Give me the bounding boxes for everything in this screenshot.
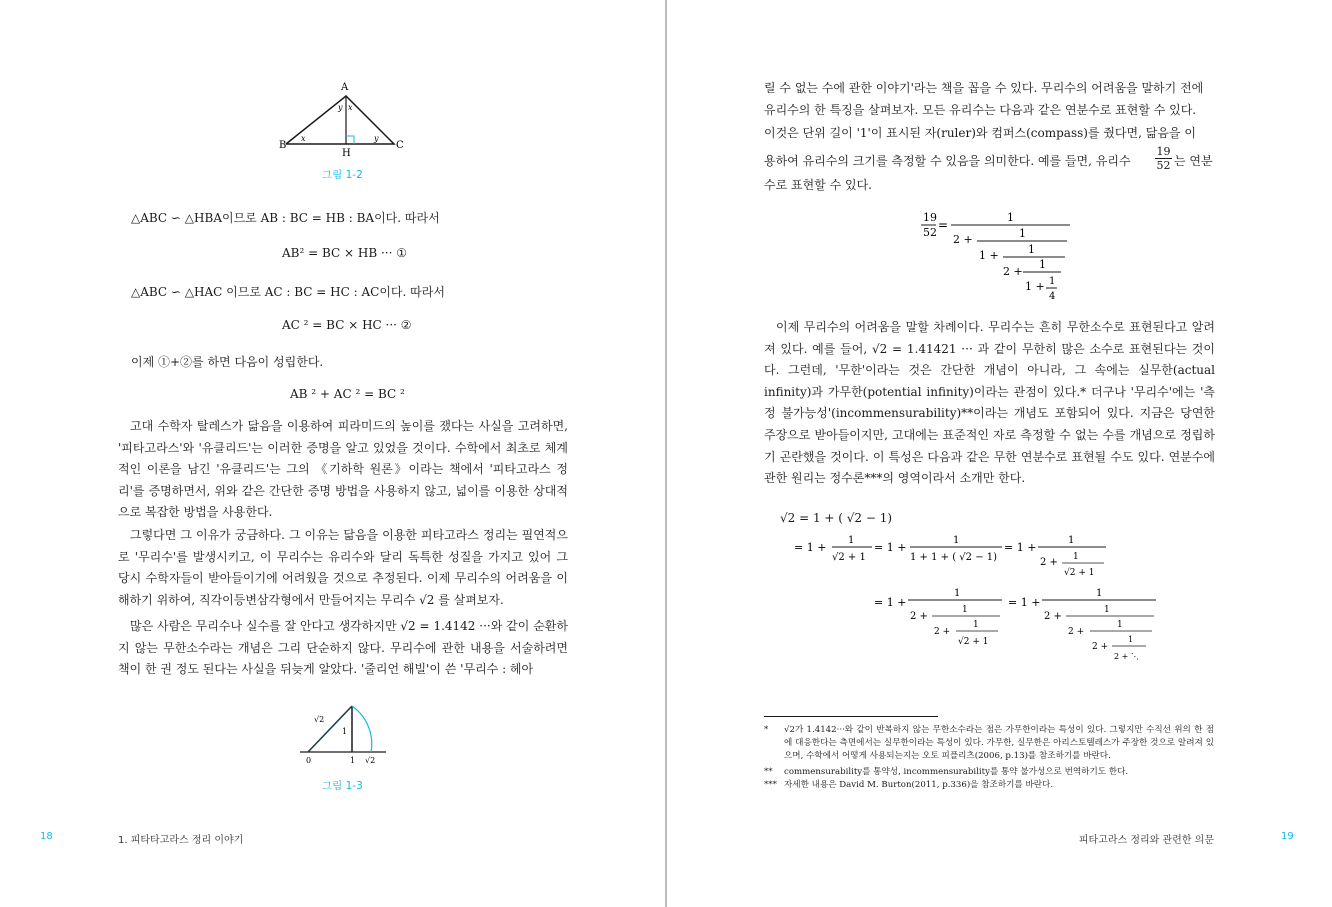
cf1-num-2: 1 (1019, 227, 1026, 240)
figure-1-2-caption: 그림 1-2 (322, 169, 363, 181)
hypotenuse-sqrt2-label: √2 (314, 715, 325, 724)
equation-2: AC ² = BC × HC ··· ② (282, 318, 412, 332)
left-page-number: 18 (40, 831, 53, 842)
origin-zero-label: 0 (306, 756, 312, 765)
right-line-1: 릴 수 없는 수에 관한 이야기'라는 책을 꼽을 수 있다. 무리수의 어려움을 말하기 전에 (764, 81, 1204, 95)
angle-c-y-label: y (374, 134, 379, 143)
cf1-one-plus-1: 1 + (979, 249, 999, 262)
cf2-n5d: 1 (1128, 635, 1134, 644)
cf1-two-plus-2: 2 + (1003, 265, 1023, 278)
cf2-n4b: 1 (962, 605, 968, 615)
cf2-two-plus-e: 2 + (1068, 627, 1085, 637)
vertex-a-label: A (341, 82, 349, 93)
cf1-num-1: 1 (1007, 211, 1014, 224)
cf2-two-plus-b: 2 + (910, 611, 928, 622)
cf1-lhs-num: 19 (923, 211, 937, 224)
cf1-one-plus-2: 1 + (1025, 280, 1045, 293)
cf2-n3: 1 (1068, 535, 1075, 546)
axis-one-label: 1 (350, 756, 356, 765)
cf1-num-5: 1 (1049, 276, 1056, 287)
right-running-head: 피타고라스 정리와 관련한 의문 (1078, 835, 1214, 846)
angle-y-label: y (338, 103, 343, 112)
cf2-d3: √2 + 1 (1064, 568, 1095, 578)
cf2-eq-2: = 1 + (874, 541, 907, 554)
cf1-num-3: 1 (1028, 243, 1035, 256)
cf2-d2: 1 + 1 + ( √2 − 1) (910, 552, 998, 563)
cf2-eq-5: = 1 + (1008, 596, 1041, 609)
angle-b-x-label: x (301, 134, 306, 143)
similarity-line-1: △ABC ∽ △HBA이므로 AB : BC = HB : BA이다. 따라서 (131, 211, 440, 225)
sqrt2-figure (296, 702, 390, 770)
cf2-two-plus-f: 2 + (1092, 642, 1109, 652)
cf2-dots: 2 + ⋱ (1114, 652, 1139, 661)
footnote-3-mark: *** (764, 780, 777, 790)
combine-line: 이제 ①+②를 하면 다음이 성립한다. (131, 355, 324, 369)
footnote-1-text: √2가 1.4142···와 같이 반복하지 않는 무한소수라는 점은 가무한이라는 특성이 있다. 그렇지만 수직선 위의 한 점에 대응한다는 측면에서는 실무한이라는 특성이 있다. 가무한, 실무한은 아리스토텔레스가 주장한 것으로 알려져 있으며, 수학에서 어떻게 사용되는지는 오토 피플리츠(2006, p.13)를 참조하기를 바란다. (784, 725, 1214, 761)
left-paragraph-3: 많은 사람은 무리수나 실수를 잘 안다고 생각하지만 √2 = 1.4142 ···와 같이 순환하지 않는 무한소수라는 개념은 그리 단순하지 않다. 무리수에 관한 내용을 서술하려면 책이 한 권 정도 된다는 사실을 뒤늦게 알았다. '줄리언 해빌'이 쓴 '무리수 : 헤아 (118, 619, 568, 677)
footnote-2-text: commensurability를 통약성, incommensurability를 통약 불가성으로 번역하기도 한다. (784, 767, 1129, 777)
cf2-eq-1: = 1 + (794, 541, 827, 554)
height-one-label: 1 (342, 727, 348, 736)
cf1-num-4: 1 (1039, 258, 1046, 271)
cf2-n1: 1 (848, 535, 855, 546)
vertex-c-label: C (396, 140, 404, 151)
cf2-two-plus-a: 2 + (1040, 557, 1058, 568)
inline-fraction-denominator: 52 (1156, 159, 1171, 172)
cf2-n4: 1 (954, 588, 961, 599)
similarity-line-2: △ABC ∽ △HAC 이므로 AC : BC = HC : AC이다. 따라서 (131, 285, 445, 299)
cf1-equals: = (938, 218, 949, 232)
footnote-1-mark: * (764, 725, 769, 735)
axis-sqrt2-label: √2 (365, 756, 376, 765)
cf2-d1: √2 + 1 (832, 552, 866, 563)
cf2-d4: √2 + 1 (958, 637, 989, 647)
cf1-two-plus-1: 2 + (953, 233, 973, 246)
footnote-3-text: 자세한 내용은 David M. Burton(2011, p.336)을 참조하기를 바란다. (784, 780, 1054, 790)
left-paragraph-2: 그렇다면 그 이유가 궁금하다. 그 이유는 닮음을 이용한 피타고라스 정리는 필연적으로 '무리수'를 발생시키고, 이 무리수는 유리수와 달리 독특한 성질을 가지고 있어 그 당시 수학자들이 받아들이기에 어려웠을 것으로 추정된다. 이제 무리수의 어려움을 이해하기 위하여, 직각이등변삼각형에서 만들어지는 무리수 √2 를 살펴보자. (118, 528, 568, 607)
cf2-two-plus-d: 2 + (1044, 611, 1062, 622)
triangle-figure (270, 78, 420, 160)
footnote-rule (764, 716, 938, 717)
cf2-n5: 1 (1096, 588, 1103, 599)
left-paragraph-1: 고대 수학자 탈레스가 닮음을 이용하여 피라미드의 높이를 쟀다는 사실을 고려하면, '피타고라스'와 '유클리드'는 이러한 증명을 알고 있었을 것이다. 수학에서 최초로 체계적인 이론을 남긴 '유클리드'는 그의 《기하학 원론》이라는 책에서 '피타고라스 정리'를 증명하면서, 위와 같은 간단한 증명 방법을 사용하지 않고, 넓이를 이용한 상대적으로 복잡한 방법을 사용한다. (118, 419, 568, 520)
vertex-b-label: B (279, 140, 287, 151)
continued-fraction-sqrt2 (790, 528, 1170, 668)
angle-x-label: x (348, 103, 353, 112)
cf2-first-line: √2 = 1 + ( √2 − 1) (780, 511, 893, 525)
cf2-two-plus-c: 2 + (934, 627, 951, 637)
right-line-4b: 는 연분 (1174, 154, 1213, 168)
cf1-den-4: 4 (1049, 291, 1056, 302)
right-line-2: 유리수의 한 특징을 살펴보자. 모든 유리수는 다음과 같은 연분수로 표현할 수 있다. (764, 103, 1197, 117)
cf2-n3b: 1 (1073, 552, 1079, 562)
right-line-3: 이것은 단위 길이 '1'이 표시된 자(ruler)와 컴퍼스(compass)를 줬다면, 닮음을 이 (764, 126, 1196, 140)
right-page-number: 19 (1281, 831, 1294, 842)
inline-fraction-numerator: 19 (1156, 145, 1171, 158)
footnote-2-mark: ** (764, 767, 773, 777)
pythagorean-equation: AB ² + AC ² = BC ² (290, 387, 405, 401)
figure-1-3-caption: 그림 1-3 (322, 780, 363, 792)
cf2-n4c: 1 (973, 620, 979, 630)
right-line-5: 수로 표현할 수 있다. (764, 178, 872, 192)
left-running-head: 1. 피타타고라스 정리 이야기 (118, 835, 244, 846)
book-spine (665, 0, 667, 907)
equation-1: AB² = BC × HB ··· ① (282, 246, 407, 260)
cf1-lhs-den: 52 (923, 226, 937, 239)
cf2-eq-4: = 1 + (874, 596, 907, 609)
continued-fraction-19-52 (915, 206, 1085, 306)
foot-h-label: H (342, 148, 351, 159)
cf2-n5c: 1 (1117, 620, 1123, 630)
right-line-4a: 용하여 유리수의 크기를 측정할 수 있음을 의미한다. 예를 들면, 유리수 (764, 154, 1131, 168)
inline-fraction (1155, 145, 1172, 172)
right-paragraph-2: 이제 무리수의 어려움을 말할 차례이다. 무리수는 흔히 무한소수로 표현된다고 알려져 있다. 예를 들어, √2 = 1.41421 ··· 과 같이 무한히 많은 소수로 표현된다는 것이다. 그런데, '무한'이라는 것은 간단한 개념이 아니라, 그 속에는 실무한(actual infinity)과 가무한(potential infinity)이라는 관점이 있다.* 더구나 '무리수'에는 '측정 불가능성'(incommensurability)**이라는 개념도 포함되어 있다. 지금은 당연한 주장으로 받아들이지만, 고대에는 표준적인 자로 측정할 수 없는 수를 개념으로 정립하기 곤란했을 것이다. 이 특성은 다음과 같은 무한 연분수로 표현될 수도 있다. 연분수에 관한 원리는 정수론***의 영역이라서 소개만 한다. (764, 320, 1215, 486)
cf2-n2: 1 (953, 535, 960, 546)
cf2-n5b: 1 (1104, 605, 1110, 615)
cf2-eq-3: = 1 + (1004, 541, 1037, 554)
